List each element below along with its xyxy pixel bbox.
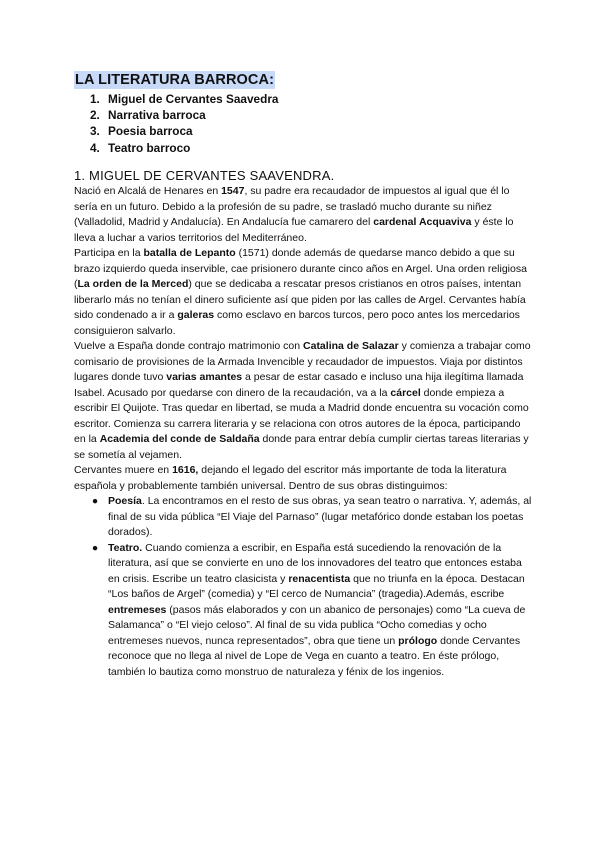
table-of-contents — [90, 91, 278, 156]
toc-item — [90, 123, 278, 139]
toc-number: 1. — [90, 92, 100, 106]
section-heading: 1. MIGUEL DE CERVANTES SAAVENDRA. — [74, 168, 335, 183]
toc-label: Narrativa barroca — [108, 108, 206, 123]
toc-label: Poesia barroca — [108, 124, 193, 139]
list-item-theatre: ● Teatro. Cuando comienza a escribir, en España está sucediendo la renovación de la literatura, así que se convierte en uno de los innovadores del teatro que entonces estaba en crisis. Escribe un teatro clasicista y renacentista que no triunfa en la época. Destacan “Los baños de Argel” (comedia) y “El cerco de Numancia” (tragedia).Además, escribe entremeses (pasos más elaborados y con un abanico de personajes) como “La cueva de Salamanca” o “El viejo celoso”. Al final de su vida publica “Ocho comedias y ocho entremeses nuevos, nunca representados”, obra que tiene un prólogo donde Cervantes reconoce que no llega al nivel de Lope de Vega en cuanto a teatro. En éste prólogo, también lo bautiza como monstruo de naturaleza y fénix de los ingenios. — [91, 541, 526, 678]
document-title: LA LITERATURA BARROCA: — [75, 72, 274, 88]
toc-item — [90, 91, 278, 107]
toc-number: 4. — [90, 140, 100, 155]
list-item-poetry: ● Poesía. La encontramos en el resto de sus obras, ya sean teatro o narrativa. Y, además, al final de su vida pública “El Viaje del Parnaso” (lugar metafórico donde estaban los poetas dorados). — [91, 495, 532, 538]
works-list — [74, 494, 534, 680]
toc-label: Miguel de Cervantes Saavedra — [108, 92, 279, 106]
bullet-icon: ● — [91, 495, 99, 507]
bullet-icon: ● — [91, 541, 99, 554]
paragraph-return-spain: Vuelve a España donde contrajo matrimonio con Catalina de Salazar y comienza a trabajar como comisario de provisiones de la Armada Invencible y recaudador de impuestos. Viaja por distintos lugares donde tuvo varias amantes a pesar de estar casado e incluso una hija ilegítima llamada Isabel. Acusado por quedarse con dinero de la recaudación, va a la cárcel donde empieza a escribir El Quijote. Tras quedar en libertad, se muda a Madrid donde encuentra su vocación como escritor. Comienza su carrera literaria y se relaciona con otros autores de la época, participando en la Academia del conde de Saldaña donde para entrar debía cumplir ciertas tareas literarias y se sometía al vejamen. — [74, 340, 531, 461]
toc-label: Teatro barroco — [108, 140, 191, 155]
toc-number: 2. — [90, 108, 100, 123]
paragraph-death: Cervantes muere en 1616, dejando el legado del escritor más importante de toda la literatura española y probablemente también universal. Dentro de sus obras distinguimos: — [74, 464, 507, 492]
section-body — [74, 184, 534, 680]
paragraph-birth: Nació en Alcalá de Henares en 1547, su padre era recaudador de impuestos al igual que él lo sería en un futuro. Debido a la profesión de su padre, se trasladó mucho durante su niñez (Valladolid, Madrid y Andalucía). En Andalucía fue camarero del cardenal Acquaviva y éste lo lleva a luchar a varios territorios del Mediterráneo. — [74, 185, 514, 244]
toc-item — [90, 140, 278, 156]
paragraph-lepanto: Participa en la batalla de Lepanto (1571) donde además de quedarse manco debido a que su brazo izquierdo queda inservible, cae prisionero durante cinco años en Argel. Una orden religiosa (La orden de la Merced) que se dedicaba a rescatar presos cristianos en otros países, intentan liberarlo más no tenían el dinero suficiente así que piden por las calles de Argel. Cervantes había sido condenado a ir a galeras como esclavo en barcos turcos, pero poco antes los mercedarios consiguieron salvarlo. — [74, 247, 527, 337]
toc-item — [90, 107, 278, 123]
toc-number: 3. — [90, 124, 100, 139]
